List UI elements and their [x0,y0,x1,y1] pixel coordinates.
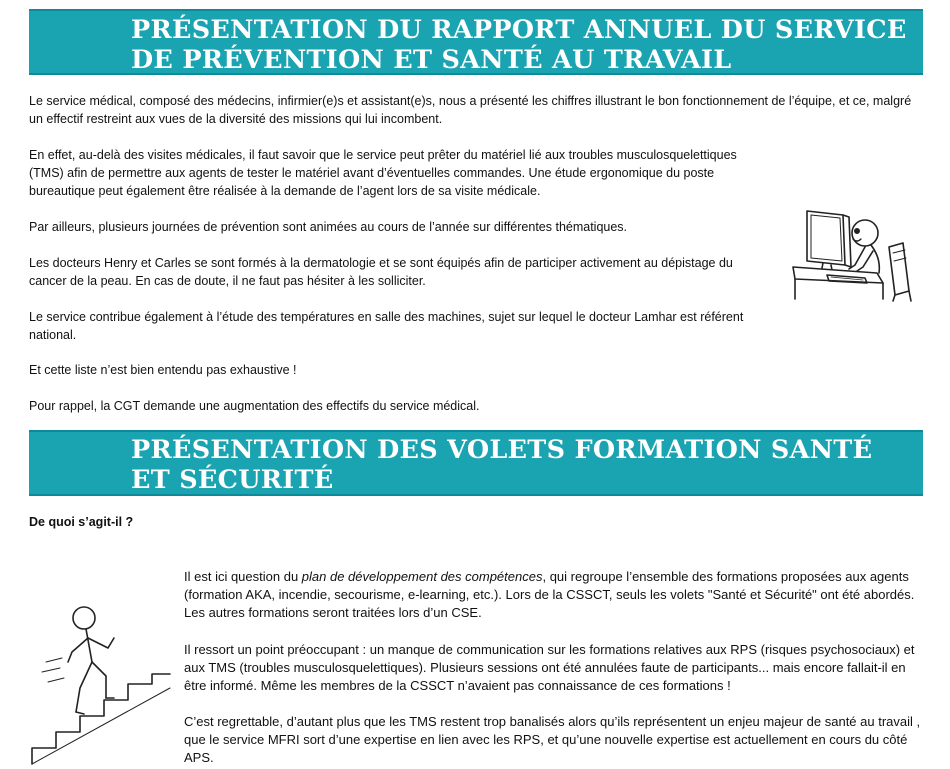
section1-paragraph-4: Les docteurs Henry et Carles se sont formés à la dermatologie et se sont équipés afin de participer activement au dépistage du cancer de la peau. En cas de doute, il ne faut pas hésiter à les solliciter. [29,256,733,288]
section2-title [131,435,913,495]
section2-paragraph-1-before: Il est ici question du [184,569,302,584]
section2-paragraph-1-italic: plan de développement des compétences [301,569,543,584]
section1-paragraph-7: Pour rappel, la CGT demande une augmentation des effectifs du service médical. [29,399,480,413]
stairs-climber-icon [22,598,174,766]
section2-paragraph-2: Il ressort un point préoccupant : un manque de communication sur les formations relatives aux RPS (risques psychosociaux) et aux TMS (troubles musculosquelettiques). Plusieurs sessions ont été annulées faute de participants... mais encore fallait-il en être informé. Même les membres de la CSSCT n’avaient pas connaissance de ces formations ! [184,642,915,693]
section2-banner [29,430,923,496]
section2-title-line2: ET SÉCURITÉ [131,465,334,495]
section1-title-line2: DE PRÉVENTION ET SANTÉ AU TRAVAIL [131,45,732,75]
section2-title-line1: PRÉSENTATION DES VOLETS FORMATION SANTÉ [131,435,873,465]
section1-paragraph-5: Le service contribue également à l’étude des températures en salle des machines, sujet sur lequel le docteur Lamhar est référent national. [29,310,744,342]
section2-paragraph-1-after: , qui regroupe l’ensemble des formations proposées aux agents (formation AKA, incendie, secourisme, e-learning, etc.). Lors de la CSSCT, seuls les volets "Santé et Sécurité" ont été abordés. Les autres formations seront traitées lors d’un CSE. [184,569,915,620]
section1-title [131,15,913,75]
section1-paragraph-6: Et cette liste n’est bien entendu pas exhaustive ! [29,363,297,377]
section1-banner [29,9,923,75]
section1-title-line1: PRÉSENTATION DU RAPPORT ANNUEL DU SERVICE [131,15,907,45]
section1-paragraph-2: En effet, au-delà des visites médicales, il faut savoir que le service peut prêter du matériel lié aux troubles musculosquelettiques (TMS) afin de permettre aux agents de tester le matériel avant d’éventuelles commandes. Une étude ergonomique du poste bureautique peut également être réalisée à la demande de l’agent lors de sa visite médicale. [29,148,737,198]
section1-paragraph-3: Par ailleurs, plusieurs journées de prévention sont animées au cours de l’année sur différentes thématiques. [29,220,628,234]
section2-paragraph-3: C’est regrettable, d’autant plus que les TMS restent trop banalisés alors qu’ils représentent un enjeu majeur de santé au travail , que le service MFRI sort d’une expertise en lien avec les RPS, et qu’une nouvelle expertise est actuellement en cours du côté APS. [184,714,921,765]
computer-worker-icon [785,203,917,303]
section1-paragraph-1: Le service médical, composé des médecins, infirmier(e)s et assistant(e)s, nous a présenté les chiffres illustrant le bon fonctionnement de l’équipe, et ce, malgré un effectif restreint aux vues de la diversité des missions qui lui incombent. [29,94,912,126]
section2-lead: De quoi s’agit-il ? [29,515,134,529]
section2-paragraph-1 [184,568,922,622]
